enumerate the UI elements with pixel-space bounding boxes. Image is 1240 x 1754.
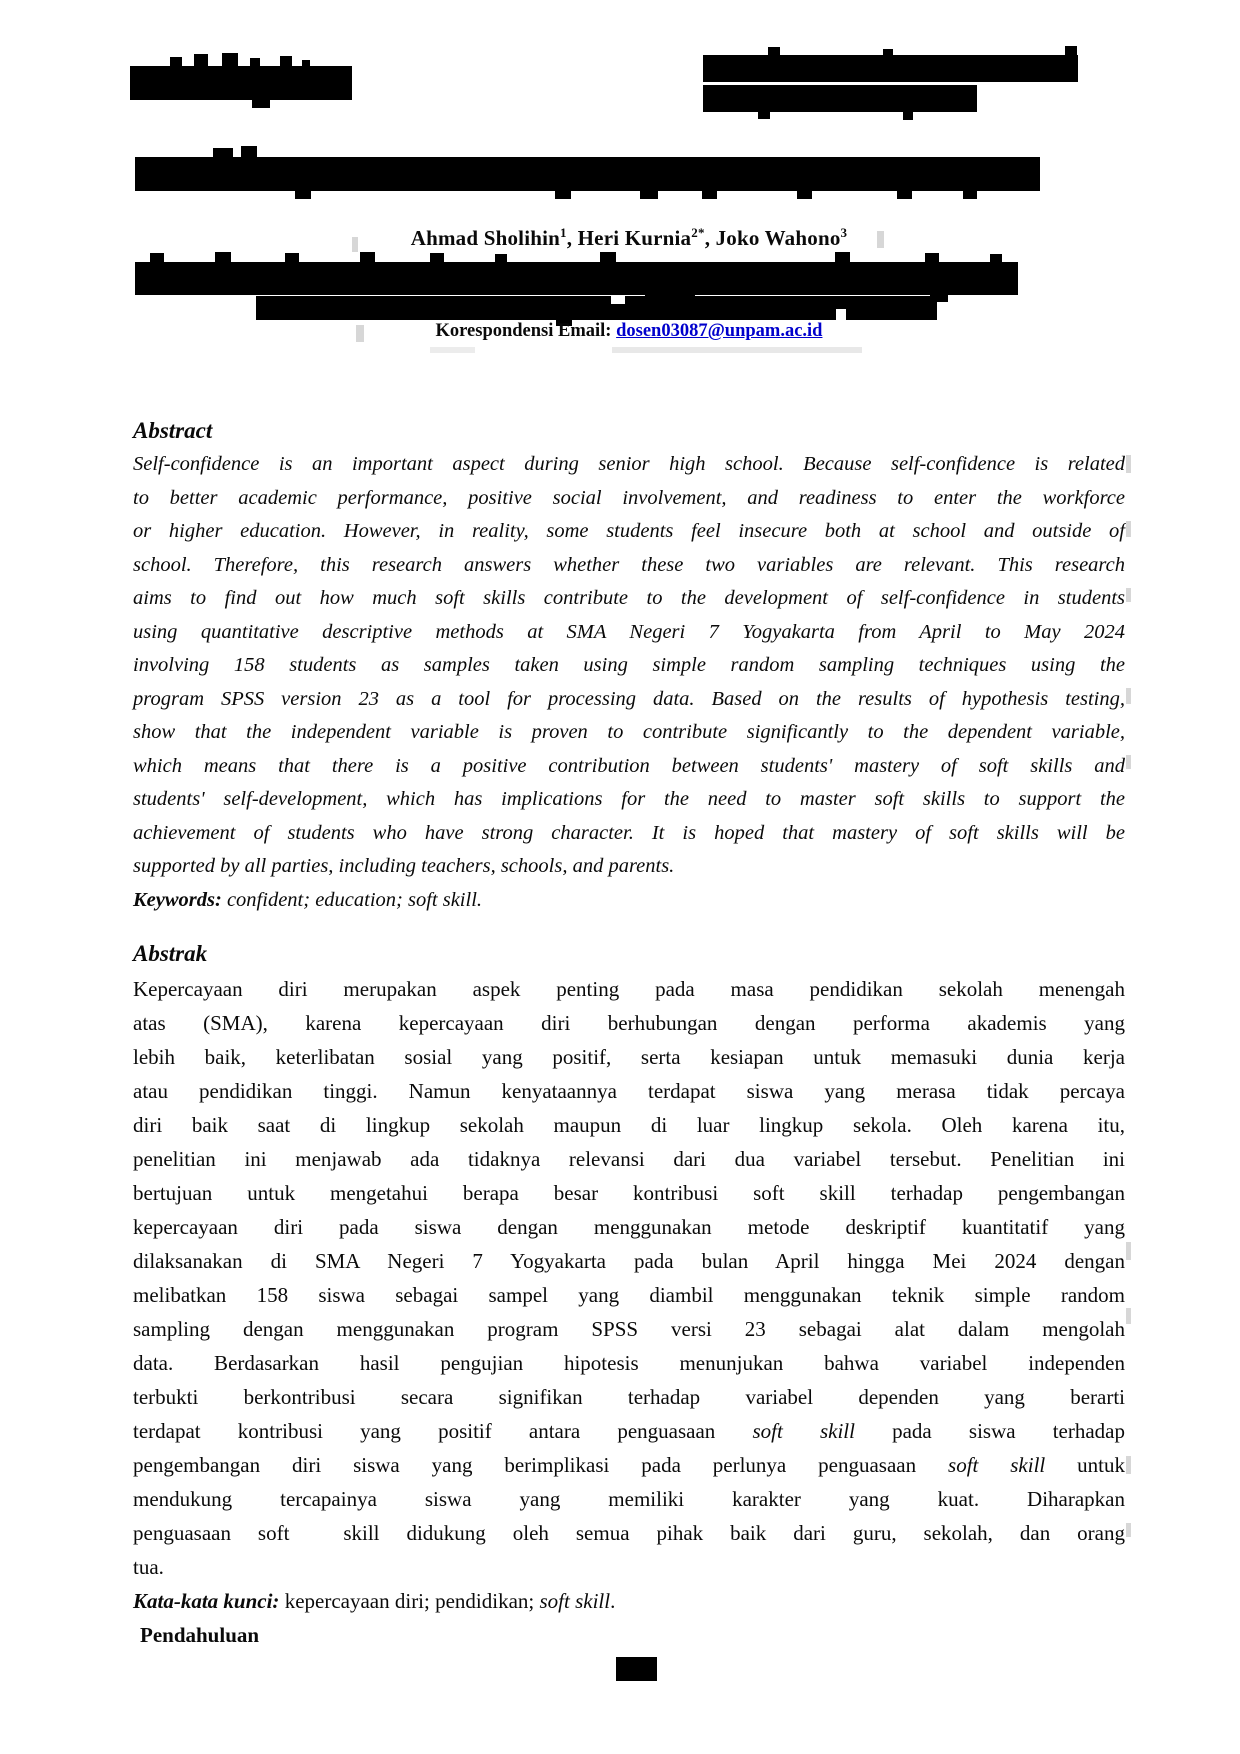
text-segment: kepercayaan diri; pendidikan; (279, 1589, 540, 1613)
text-segment: tua. (133, 1555, 164, 1579)
text-segment: students' self-development, which has implications for the need to master soft skills to support the (133, 788, 1125, 810)
redacted-affiliation-2 (256, 296, 937, 320)
abstrak-paragraph (133, 972, 1125, 1618)
text-segment: data. Berdasarkan hasil pengujian hipotesis menunjukan bahwa variabel independen (133, 1351, 1125, 1375)
text-line (133, 1108, 1125, 1142)
text-line (133, 1210, 1125, 1244)
redacted-affiliation-1 (135, 262, 1018, 295)
abstract-heading: Abstract (133, 418, 213, 443)
artifact-mark (1126, 688, 1131, 704)
text-line (133, 783, 1125, 817)
text-segment: Ahmad Sholihin (410, 226, 561, 250)
text-segment: 2* (691, 225, 705, 240)
artifact-mark (612, 347, 862, 353)
text-segment: Korespondensi Email: (435, 321, 617, 341)
text-line (133, 683, 1125, 717)
text-segment: using quantitative descriptive methods at SMA Negeri 7 Yogyakarta from April to May 2024 (133, 620, 1125, 643)
text-segment: melibatkan 158 siswa sebagai sampel yang diambil menggunakan teknik simple random (133, 1283, 1125, 1307)
text-line (133, 582, 1125, 616)
text-line (133, 448, 1125, 482)
text-segment: , Joko Wahono (704, 226, 841, 250)
text-line (133, 850, 1125, 884)
text-segment: penelitian ini menjawab ada tidaknya relevansi dari dua variabel tersebut. Penelitian ini (133, 1147, 1125, 1171)
text-segment: terbukti berkontribusi secara signifikan terhadap variabel dependen yang berarti (133, 1385, 1125, 1409)
text-line (133, 1380, 1125, 1414)
text-segment: diri baik saat di lingkup sekolah maupun di luar lingkup sekola. Oleh karena itu, (133, 1113, 1125, 1137)
artifact-mark (1126, 588, 1131, 602)
text-line (133, 1414, 1125, 1448)
redacted-page-number (616, 1657, 657, 1681)
text-segment: bertujuan untuk mengetahui berapa besar kontribusi soft skill terhadap pengembangan (133, 1181, 1125, 1205)
text-segment: penguasaan soft skill didukung oleh semua pihak baik dari guru, sekolah, dan orang (133, 1521, 1125, 1545)
artifact-mark (1126, 1308, 1131, 1324)
text-segment: or higher education. However, in reality, some students feel insecure both at school and outside of (133, 520, 1125, 542)
text-segment: , Heri Kurnia (566, 226, 692, 250)
keywords-line (133, 884, 1125, 918)
abstrak-heading: Abstrak (133, 941, 208, 966)
text-column (133, 413, 1125, 1652)
artifact-mark (1126, 455, 1131, 473)
kata-kunci-line (133, 1584, 1125, 1618)
email-link[interactable]: dosen03087@unpam.ac.id (616, 321, 823, 341)
text-line (133, 1516, 1125, 1550)
text-segment: achievement of students who have strong character. It is hoped that mastery of soft skills will be (133, 821, 1125, 844)
text-segment: dilaksanakan di SMA Negeri 7 Yogyakarta pada bulan April hingga Mei 2024 dengan (133, 1249, 1125, 1273)
text-line (133, 817, 1125, 851)
text-segment: which means that there is a positive contribution between students' mastery of soft skills and (133, 754, 1125, 777)
text-segment: show that the independent variable is proven to contribute significantly to the dependent variable, (133, 721, 1125, 743)
text-line (133, 1074, 1125, 1108)
text-line (133, 1312, 1125, 1346)
text-segment: sampling dengan menggunakan program SPSS versi 23 sebagai alat dalam mengolah (133, 1317, 1125, 1341)
text-segment: 1 (560, 225, 567, 240)
text-segment: 3 (840, 225, 848, 240)
text-segment: pada siswa terhadap (854, 1419, 1126, 1443)
text-segment: soft skill (752, 1419, 855, 1443)
text-segment: soft skill (948, 1453, 1046, 1477)
text-segment: Keywords: (133, 888, 222, 911)
text-segment: Kata-kata kunci: (133, 1589, 280, 1613)
text-line (133, 1346, 1125, 1380)
text-segment: to better academic performance, positive social involvement, and readiness to enter the workforce (133, 486, 1125, 509)
text-segment: soft skill (539, 1589, 611, 1613)
text-line (133, 750, 1125, 784)
text-segment: confident; education; soft skill. (221, 888, 483, 911)
redacted-article-title (135, 157, 1040, 191)
text-line (133, 716, 1125, 750)
text-segment: mendukung tercapainya siswa yang memiliki karakter yang kuat. Diharapkan (133, 1487, 1125, 1511)
artifact-mark (1126, 1523, 1131, 1537)
text-line (133, 972, 1125, 1006)
artifact-mark (1126, 1242, 1131, 1260)
artifact-mark (352, 237, 358, 252)
text-segment: program SPSS version 23 as a tool for processing data. Based on the results of hypothesis testing, (133, 687, 1125, 710)
text-segment: . (610, 1589, 616, 1613)
text-segment: atau pendidikan tinggi. Namun kenyataannya terdapat siswa yang merasa tidak percaya (133, 1079, 1125, 1103)
redacted-journal-info-line2 (703, 85, 977, 112)
text-line (133, 549, 1125, 583)
text-segment: untuk (1045, 1453, 1126, 1477)
text-line (133, 1550, 1125, 1584)
text-segment: Self-confidence is an important aspect during senior high school. Because self-confidence is related (133, 453, 1125, 475)
text-line (133, 515, 1125, 549)
text-line (133, 649, 1125, 683)
text-segment: lebih baik, keterlibatan sosial yang positif, serta kesiapan untuk memasuki dunia kerja (133, 1045, 1125, 1069)
text-segment: kepercayaan diri pada siswa dengan menggunakan metode deskriptif kuantitatif yang (133, 1215, 1125, 1239)
abstract-paragraph (133, 448, 1125, 917)
text-segment: atas (SMA), karena kepercayaan diri berhubungan dengan performa akademis yang (133, 1011, 1125, 1035)
text-line (133, 1448, 1125, 1482)
text-line (133, 1244, 1125, 1278)
redacted-journal-info-line1 (703, 55, 1078, 82)
text-segment: supported by all parties, including teachers, schools, and parents. (133, 855, 675, 877)
artifact-mark (1126, 755, 1131, 769)
section-heading-pendahuluan: Pendahuluan (140, 1623, 260, 1647)
text-line (133, 616, 1125, 650)
text-segment: Kepercayaan diri merupakan aspek penting pada masa pendidikan sekolah menengah (133, 977, 1125, 1001)
artifact-mark (1126, 521, 1131, 537)
text-segment: aims to find out how much soft skills contribute to the development of self-confidence in students (133, 587, 1125, 609)
artifact-mark (877, 231, 884, 248)
text-line (133, 1040, 1125, 1074)
text-line (133, 1142, 1125, 1176)
text-line (133, 1176, 1125, 1210)
text-line (133, 482, 1125, 516)
artifact-mark (356, 325, 364, 342)
text-segment: involving 158 students as samples taken using simple random sampling techniques using the (133, 654, 1125, 676)
correspondence-line (133, 321, 1125, 342)
text-segment: terdapat kontribusi yang positif antara penguasaan (133, 1419, 753, 1443)
redacted-journal-logo (130, 66, 352, 100)
text-line (133, 1278, 1125, 1312)
text-segment: school. Therefore, this research answers whether these two variables are relevant. This research (133, 553, 1125, 576)
artifact-mark (1126, 1456, 1131, 1474)
artifact-mark (430, 347, 475, 353)
text-line (133, 1482, 1125, 1516)
authors-line (133, 226, 1125, 251)
text-segment: pengembangan diri siswa yang berimplikasi pada perlunya penguasaan (133, 1453, 949, 1477)
text-line (133, 1006, 1125, 1040)
